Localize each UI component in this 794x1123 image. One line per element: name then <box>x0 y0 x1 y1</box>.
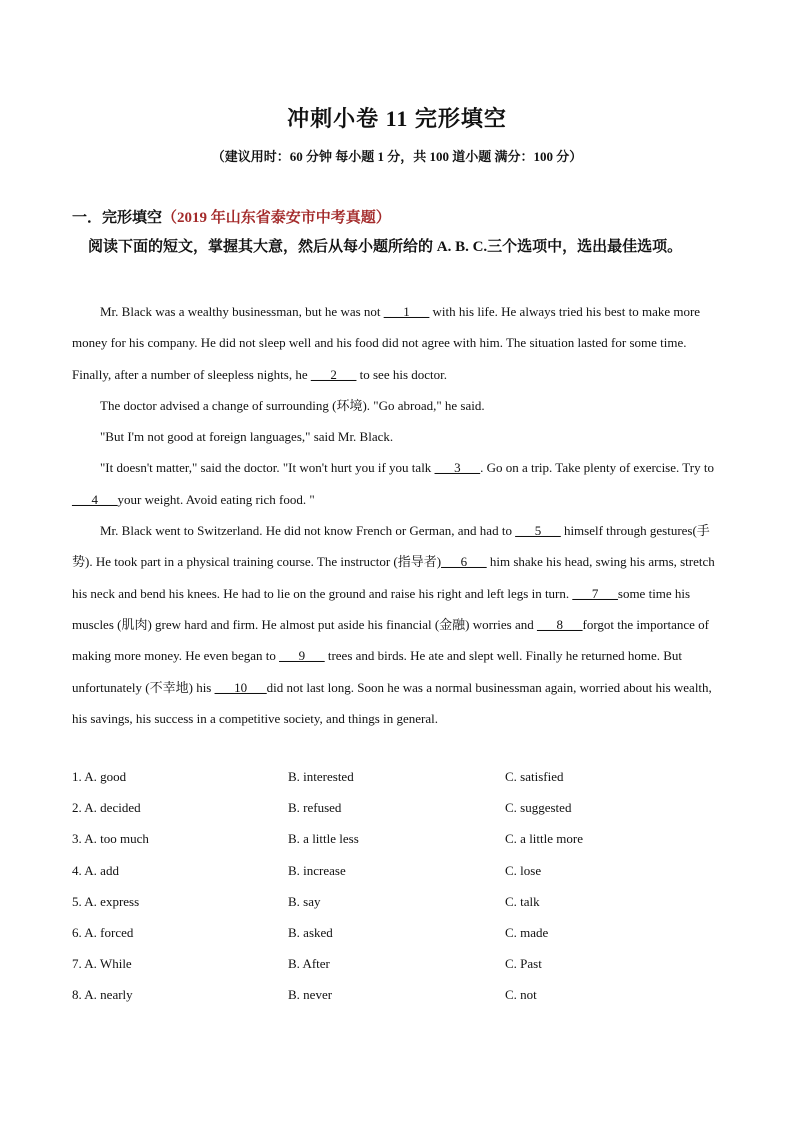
blank-10: ___10___ <box>214 679 267 695</box>
option-b: B. refused <box>288 800 342 816</box>
option-c: C. suggested <box>505 800 572 816</box>
question-row <box>72 917 722 948</box>
option-b: B. interested <box>288 769 354 784</box>
section-instruction: 阅读下面的短文，掌握其大意，然后从每小题所给的 A. B. C.三个选项中，选出最佳选项。 <box>88 239 683 255</box>
passage-text: . Go on a trip. Take plenty of exercise. Try to <box>480 460 714 476</box>
option-b: B. asked <box>288 924 333 940</box>
passage-paragraph-3: "But I'm not good at foreign languages," said Mr. Black. <box>100 429 394 445</box>
passage <box>72 296 722 734</box>
passage-text: trees and birds. He ate and slept well. Finally he returned home. But unfortunately (不幸地) his <box>72 648 682 695</box>
blank-4: ___4___ <box>72 491 118 507</box>
option-a: 1. A. good <box>72 769 127 784</box>
option-a: 8. A. nearly <box>72 987 133 1003</box>
option-c: C. made <box>505 924 549 940</box>
passage-text: some time his muscles (肌肉) grew hard and firm. He almost put aside his financial (金融) worries and <box>72 585 691 632</box>
option-b: B. increase <box>288 862 346 878</box>
passage-text: Mr. Black went to Switzerland. He did not know French or German, and had to <box>100 523 516 539</box>
blank-8: ___8___ <box>537 616 583 632</box>
passage-text: Mr. Black was a wealthy businessman, but he was not <box>100 304 384 319</box>
option-a: 3. A. too much <box>72 831 149 847</box>
option-c: C. lose <box>505 862 542 878</box>
blank-1: ___1___ <box>383 304 430 319</box>
question-row <box>72 948 722 979</box>
blank-6: ___6___ <box>441 554 487 570</box>
passage-text: himself through gestures(手势). He took part in a physical training course. The instructor (指导者) <box>72 523 710 570</box>
blank-9: ___9___ <box>279 648 325 664</box>
option-a: 2. A. decided <box>72 800 141 816</box>
option-b: B. After <box>288 956 330 972</box>
page-subtitle: （建议用时：60 分钟 每小题 1 分，共 100 道小题 满分：100 分） <box>211 149 583 164</box>
option-a: 4. A. add <box>72 862 119 878</box>
passage-text: him shake his head, swing his arms, stretch his neck and bend his knees. He had to lie on the ground and raise his right and left legs in turn. <box>72 554 715 601</box>
question-row <box>72 761 722 792</box>
option-b: B. a little less <box>288 831 359 847</box>
passage-paragraph-4 <box>72 452 722 515</box>
section-heading <box>72 206 391 227</box>
passage-text: forgot the importance of making more money. He even began to <box>72 616 709 664</box>
option-a: 5. A. express <box>72 893 140 909</box>
page-title: 冲刺小卷 11 完形填空 <box>287 106 507 131</box>
blank-7: ___7___ <box>572 585 618 601</box>
question-row <box>72 855 722 886</box>
option-c: C. not <box>505 987 537 1003</box>
question-row <box>72 886 722 917</box>
blank-2: ___2___ <box>310 366 357 382</box>
option-c: C. Past <box>505 956 542 972</box>
option-c: C. satisfied <box>505 769 564 784</box>
option-c: C. talk <box>505 893 540 909</box>
option-a: 7. A. While <box>72 956 132 972</box>
passage-text: "It doesn't matter," said the doctor. "It won't hurt you if you talk <box>100 460 435 476</box>
question-row <box>72 979 722 1010</box>
passage-text: did not last long. Soon he was a normal businessman again, worried about his wealth, his savings, his success in a competitive society, and things in general. <box>72 679 712 726</box>
option-b: B. say <box>288 893 321 909</box>
option-a: 6. A. forced <box>72 924 134 940</box>
blank-3: ___3___ <box>434 460 481 476</box>
passage-paragraph-1 <box>72 296 722 390</box>
question-row <box>72 823 722 854</box>
question-row <box>72 792 722 823</box>
section-source: （2019 年山东省泰安市中考真题） <box>162 210 391 226</box>
section-heading-label: 一．完形填空 <box>72 210 163 226</box>
option-c: C. a little more <box>505 831 583 847</box>
passage-paragraph-5 <box>72 515 722 734</box>
question-options <box>72 761 722 1011</box>
option-b: B. never <box>288 987 333 1003</box>
blank-5: ___5___ <box>515 523 561 539</box>
passage-text: your weight. Avoid eating rich food. " <box>117 491 315 507</box>
passage-text: with his life. He always tried his best to make more money for his company. He did not sleep well and his food did not agree with him. The situation lasted for some time. Finally, after a number of sleepless nights, he <box>72 304 701 382</box>
passage-paragraph-2: The doctor advised a change of surrounding (环境). "Go abroad," he said. <box>100 397 485 413</box>
passage-text: to see his doctor. <box>356 366 448 382</box>
